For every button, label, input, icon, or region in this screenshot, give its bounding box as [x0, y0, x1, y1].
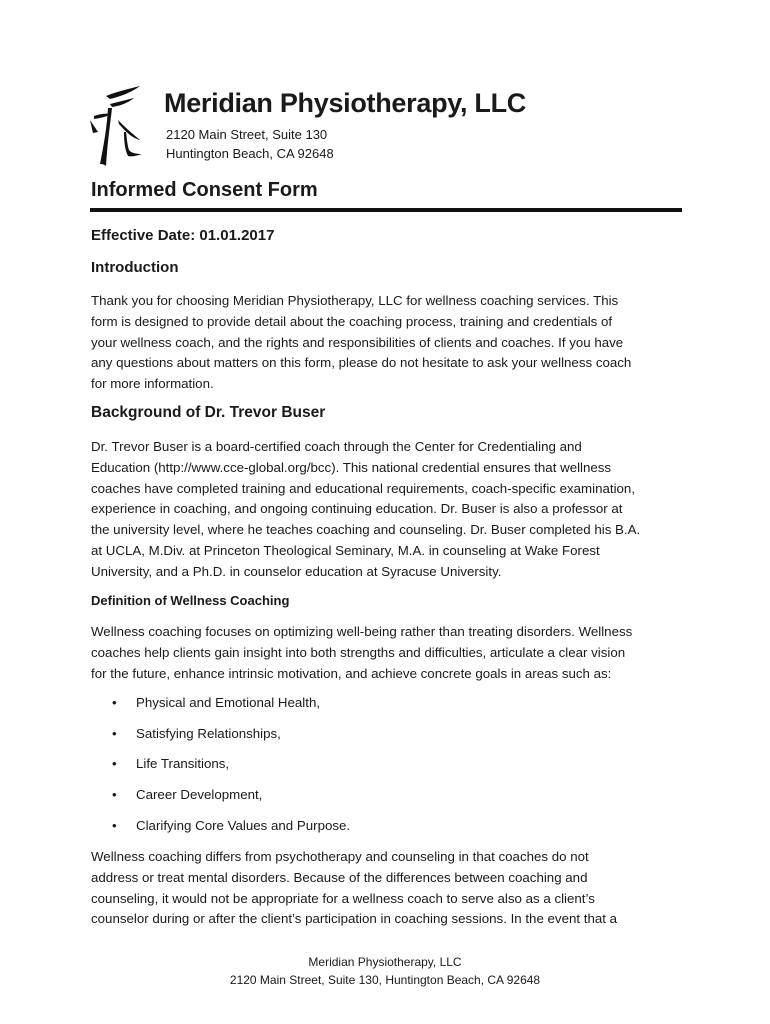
paragraph-line: for the future, enhance intrinsic motivation, and achieve concrete goals in areas such as:	[91, 665, 612, 681]
paragraph-line: Thank you for choosing Meridian Physiotherapy, LLC for wellness coaching services. This	[91, 293, 619, 308]
bullet-marker: •	[112, 787, 117, 802]
bullet-marker: •	[112, 756, 117, 771]
introduction-heading: Introduction	[91, 259, 179, 276]
paragraph-line: experience in coaching, and ongoing continuing education. Dr. Buser is also a professor at	[91, 501, 623, 517]
effective-date: Effective Date: 01.01.2017	[91, 227, 275, 244]
paragraph-line: your wellness coach, and the rights and responsibilities of clients and coaches. If you have	[91, 334, 624, 350]
logo-icon	[88, 86, 146, 168]
bullet-marker: •	[112, 695, 117, 710]
paragraph-line: for more information.	[91, 376, 214, 391]
paragraph-line: Wellness coaching differs from psychotherapy and counseling in that coaches do not	[91, 849, 589, 864]
address-line-1: 2120 Main Street, Suite 130	[166, 127, 328, 142]
paragraph-line: Wellness coaching focuses on optimizing well-being rather than treating disorders. Wellness	[91, 624, 633, 639]
address-line-2: Huntington Beach, CA 92648	[166, 146, 334, 161]
list-item-text: Physical and Emotional Health,	[136, 695, 321, 710]
paragraph-line: address or treat mental disorders. Because of the differences between coaching and	[91, 869, 588, 885]
paragraph-line: Education (http://www.cce-global.org/bcc). This national credential ensures that wellness	[91, 459, 612, 475]
paragraph-line: at UCLA, M.Div. at Princeton Theological Seminary, M.A. in counseling at Wake Forest	[91, 542, 600, 558]
company-logo	[88, 86, 146, 168]
company-name: Meridian Physiotherapy, LLC	[164, 88, 526, 118]
paragraph-line: coaches help clients gain insight into both strengths and difficulties, articulate a clear vision	[91, 644, 626, 660]
bullet-marker: •	[112, 726, 117, 741]
background-paragraph	[91, 437, 691, 582]
list-item-text: Clarifying Core Values and Purpose.	[136, 818, 351, 833]
coaching-vs-counseling-paragraph	[91, 847, 691, 930]
paragraph-line: counselor during or after the client’s participation in coaching sessions. In the event that a	[91, 911, 618, 927]
paragraph-line: Dr. Trevor Buser is a board-certified coach through the Center for Credentialing and	[91, 439, 582, 454]
paragraph-line: counseling, it would not be appropriate for a wellness coach to serve also as a client’s	[91, 890, 595, 906]
background-heading: Background of Dr. Trevor Buser	[91, 404, 326, 421]
footer-company: Meridian Physiotherapy, LLC	[308, 955, 462, 969]
paragraph-line: any questions about matters on this form, please do not hesitate to ask your wellness coach	[91, 355, 632, 371]
paragraph-line: form is designed to provide detail about the coaching process, training and credentials of	[91, 313, 613, 329]
paragraph-line: the university level, where he teaches coaching and counseling. Dr. Buser completed his B.A.	[91, 522, 641, 537]
definition-heading: Definition of Wellness Coaching	[91, 593, 290, 608]
footer-address: 2120 Main Street, Suite 130, Huntington Beach, CA 92648	[229, 973, 541, 987]
introduction-paragraph	[91, 291, 691, 395]
title-divider	[90, 208, 682, 212]
paragraph-line: University, and a Ph.D. in counselor education at Syracuse University.	[91, 563, 502, 579]
form-title: Informed Consent Form	[91, 179, 318, 201]
bullet-marker: •	[112, 818, 117, 833]
list-item-text: Satisfying Relationships,	[136, 726, 281, 741]
paragraph-line: coaches have completed training and educational requirements, coach-specific examination,	[91, 480, 636, 496]
list-item-text: Career Development,	[136, 787, 263, 802]
list-item-text: Life Transitions,	[136, 756, 230, 771]
definition-paragraph	[91, 622, 691, 684]
